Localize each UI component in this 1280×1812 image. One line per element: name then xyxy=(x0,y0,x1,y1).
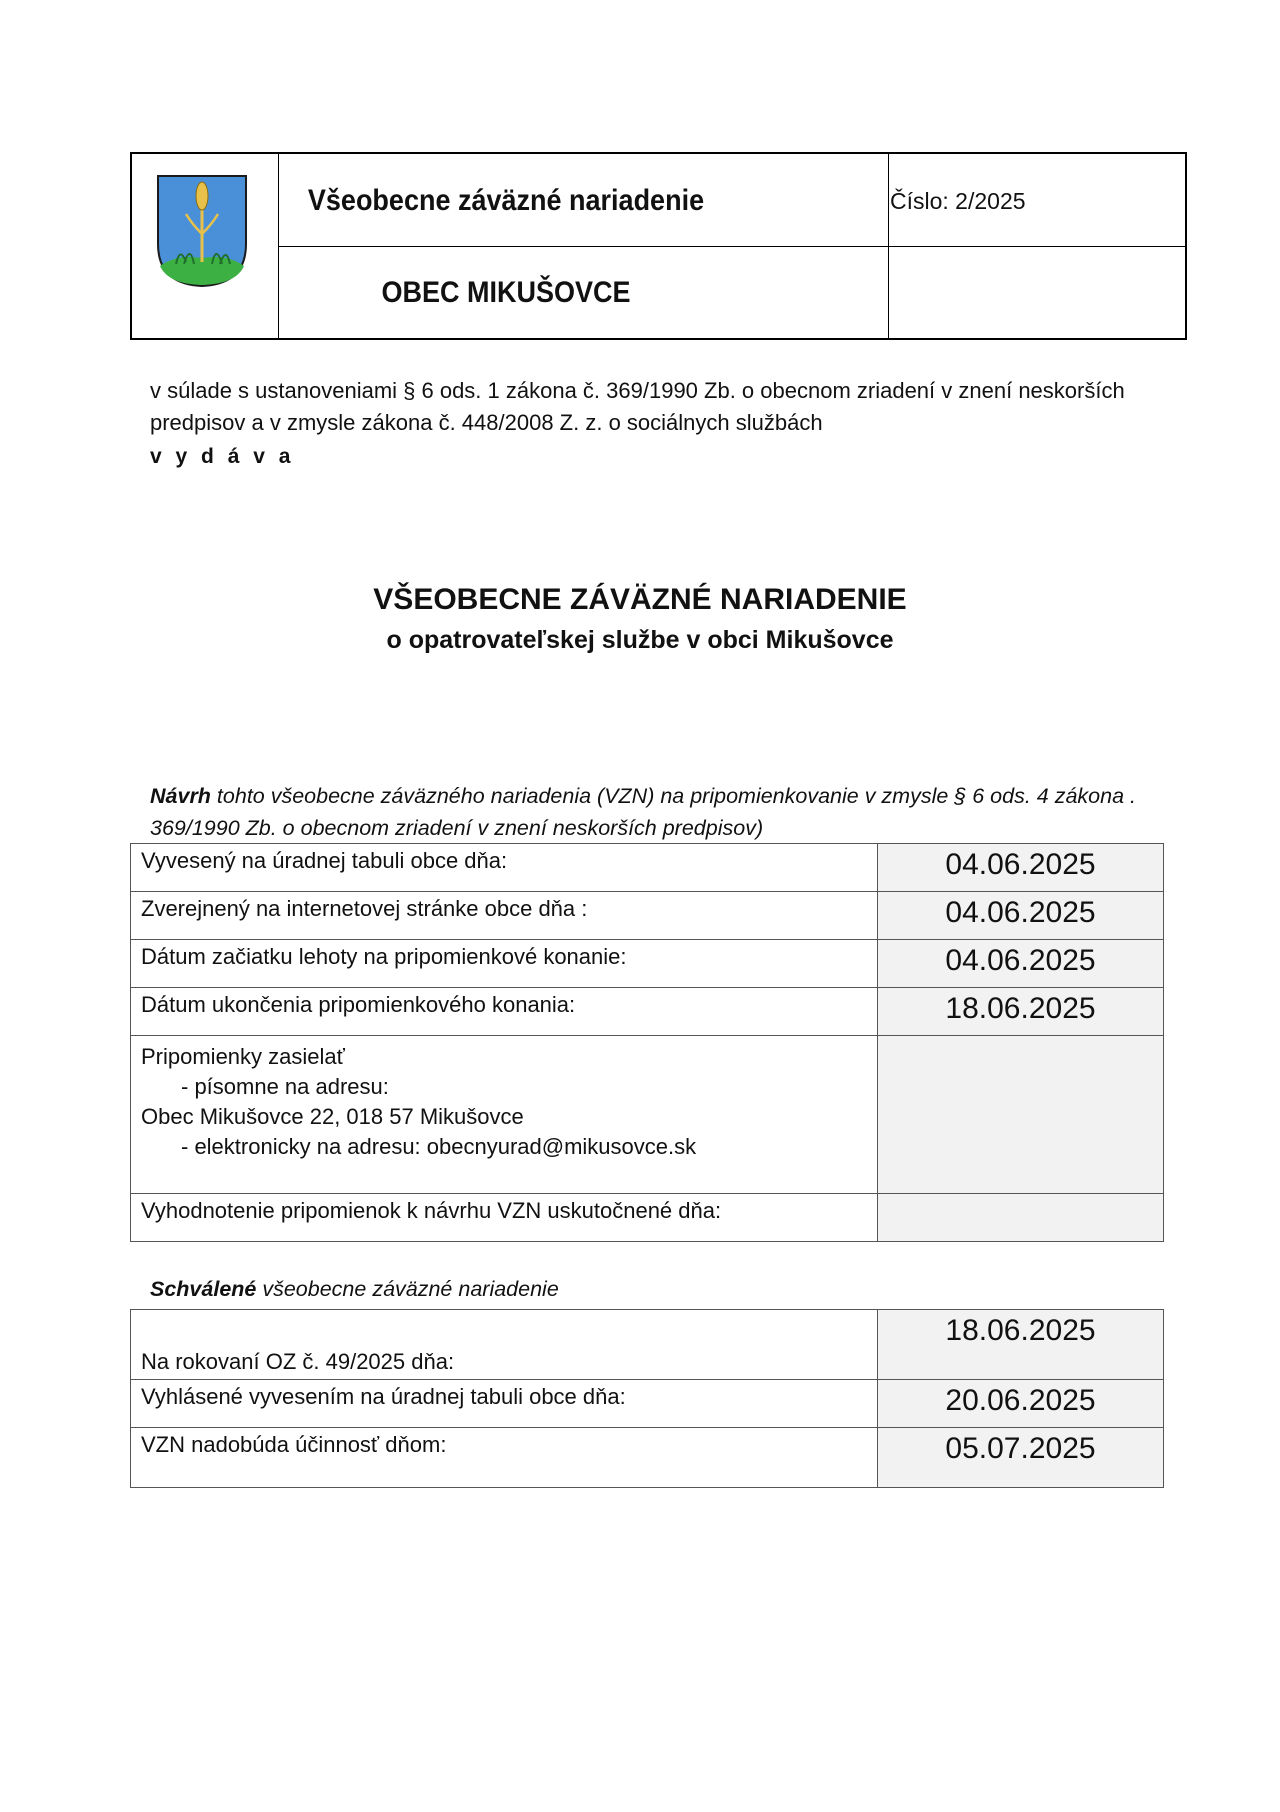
table-row xyxy=(131,988,1164,1036)
row-date: 05.07.2025 xyxy=(878,1428,1164,1488)
row-date: 20.06.2025 xyxy=(878,1380,1164,1428)
draft-lead-text: tohto všeobecne záväzného nariadenia (VZN) na pripomienkovanie v zmysle § 6 ods. 4 zákona . 369/1990 Zb. o obecnom zriadení v znení neskorších predpisov) xyxy=(150,784,1136,840)
table-row xyxy=(131,1310,1164,1380)
approved-table xyxy=(130,1309,1164,1488)
row-date xyxy=(878,1036,1164,1194)
comments-email: - elektronicky na adresu: obecnyurad@mikusovce.sk xyxy=(181,1134,697,1159)
comments-postal: - písomne na adresu: xyxy=(181,1074,389,1099)
row-label: Dátum začiatku lehoty na pripomienkové konanie: xyxy=(131,940,878,988)
document-title: VŠEOBECNE ZÁVÄZNÉ NARIADENIE xyxy=(373,583,907,616)
row-date: 04.06.2025 xyxy=(878,844,1164,892)
table-row xyxy=(131,1036,1164,1194)
row-date: 18.06.2025 xyxy=(878,1310,1164,1380)
comments-cell xyxy=(131,1036,878,1194)
intro-text: v súlade s ustanoveniami § 6 ods. 1 zákona č. 369/1990 Zb. o obecnom zriadení v znení neskorších predpisov a v zmysle zákona č. 448/2008 Z. z. o sociálnych službách xyxy=(150,378,1125,435)
row-label: VZN nadobúda účinnosť dňom: xyxy=(131,1428,878,1488)
approved-lead: Schválené xyxy=(150,1277,257,1301)
comments-address: Obec Mikušovce 22, 018 57 Mikušovce xyxy=(141,1104,524,1129)
row-date: 04.06.2025 xyxy=(878,892,1164,940)
municipal-crest-icon xyxy=(156,174,248,288)
issues-label: v y d á v a xyxy=(150,445,295,468)
municipality-name: OBEC MIKUŠOVCE xyxy=(381,276,631,309)
table-row xyxy=(131,892,1164,940)
row-label: Vyvesený na úradnej tabuli obce dňa: xyxy=(131,844,878,892)
regulation-number: Číslo: 2/2025 xyxy=(890,188,1026,214)
row-date: 04.06.2025 xyxy=(878,940,1164,988)
row-label: Zverejnený na internetovej stránke obce dňa : xyxy=(131,892,878,940)
header-title: Všeobecne záväzné nariadenie xyxy=(307,184,705,217)
row-label: Dátum ukončenia pripomienkového konania: xyxy=(131,988,878,1036)
table-row xyxy=(131,1194,1164,1242)
header-table xyxy=(130,152,1187,340)
table-row xyxy=(131,1428,1164,1488)
row-label: Na rokovaní OZ č. 49/2025 dňa: xyxy=(131,1310,878,1380)
draft-table xyxy=(130,843,1164,1242)
approved-lead-text: všeobecne záväzné nariadenie xyxy=(256,1277,559,1301)
header-divider xyxy=(278,246,1185,247)
approved-intro xyxy=(150,1277,559,1302)
row-date: 18.06.2025 xyxy=(878,988,1164,1036)
row-label: Vyhodnotenie pripomienok k návrhu VZN uskutočnené dňa: xyxy=(131,1194,878,1242)
row-label: Vyhlásené vyvesením na úradnej tabuli obce dňa: xyxy=(131,1380,878,1428)
table-row xyxy=(131,940,1164,988)
table-row xyxy=(131,844,1164,892)
table-row xyxy=(131,1380,1164,1428)
draft-intro xyxy=(150,780,1150,844)
row-date xyxy=(878,1194,1164,1242)
document-subtitle: o opatrovateľskej službe v obci Mikušovce xyxy=(386,626,894,654)
comments-heading: Pripomienky zasielať xyxy=(141,1044,345,1069)
draft-lead: Návrh xyxy=(150,784,211,808)
